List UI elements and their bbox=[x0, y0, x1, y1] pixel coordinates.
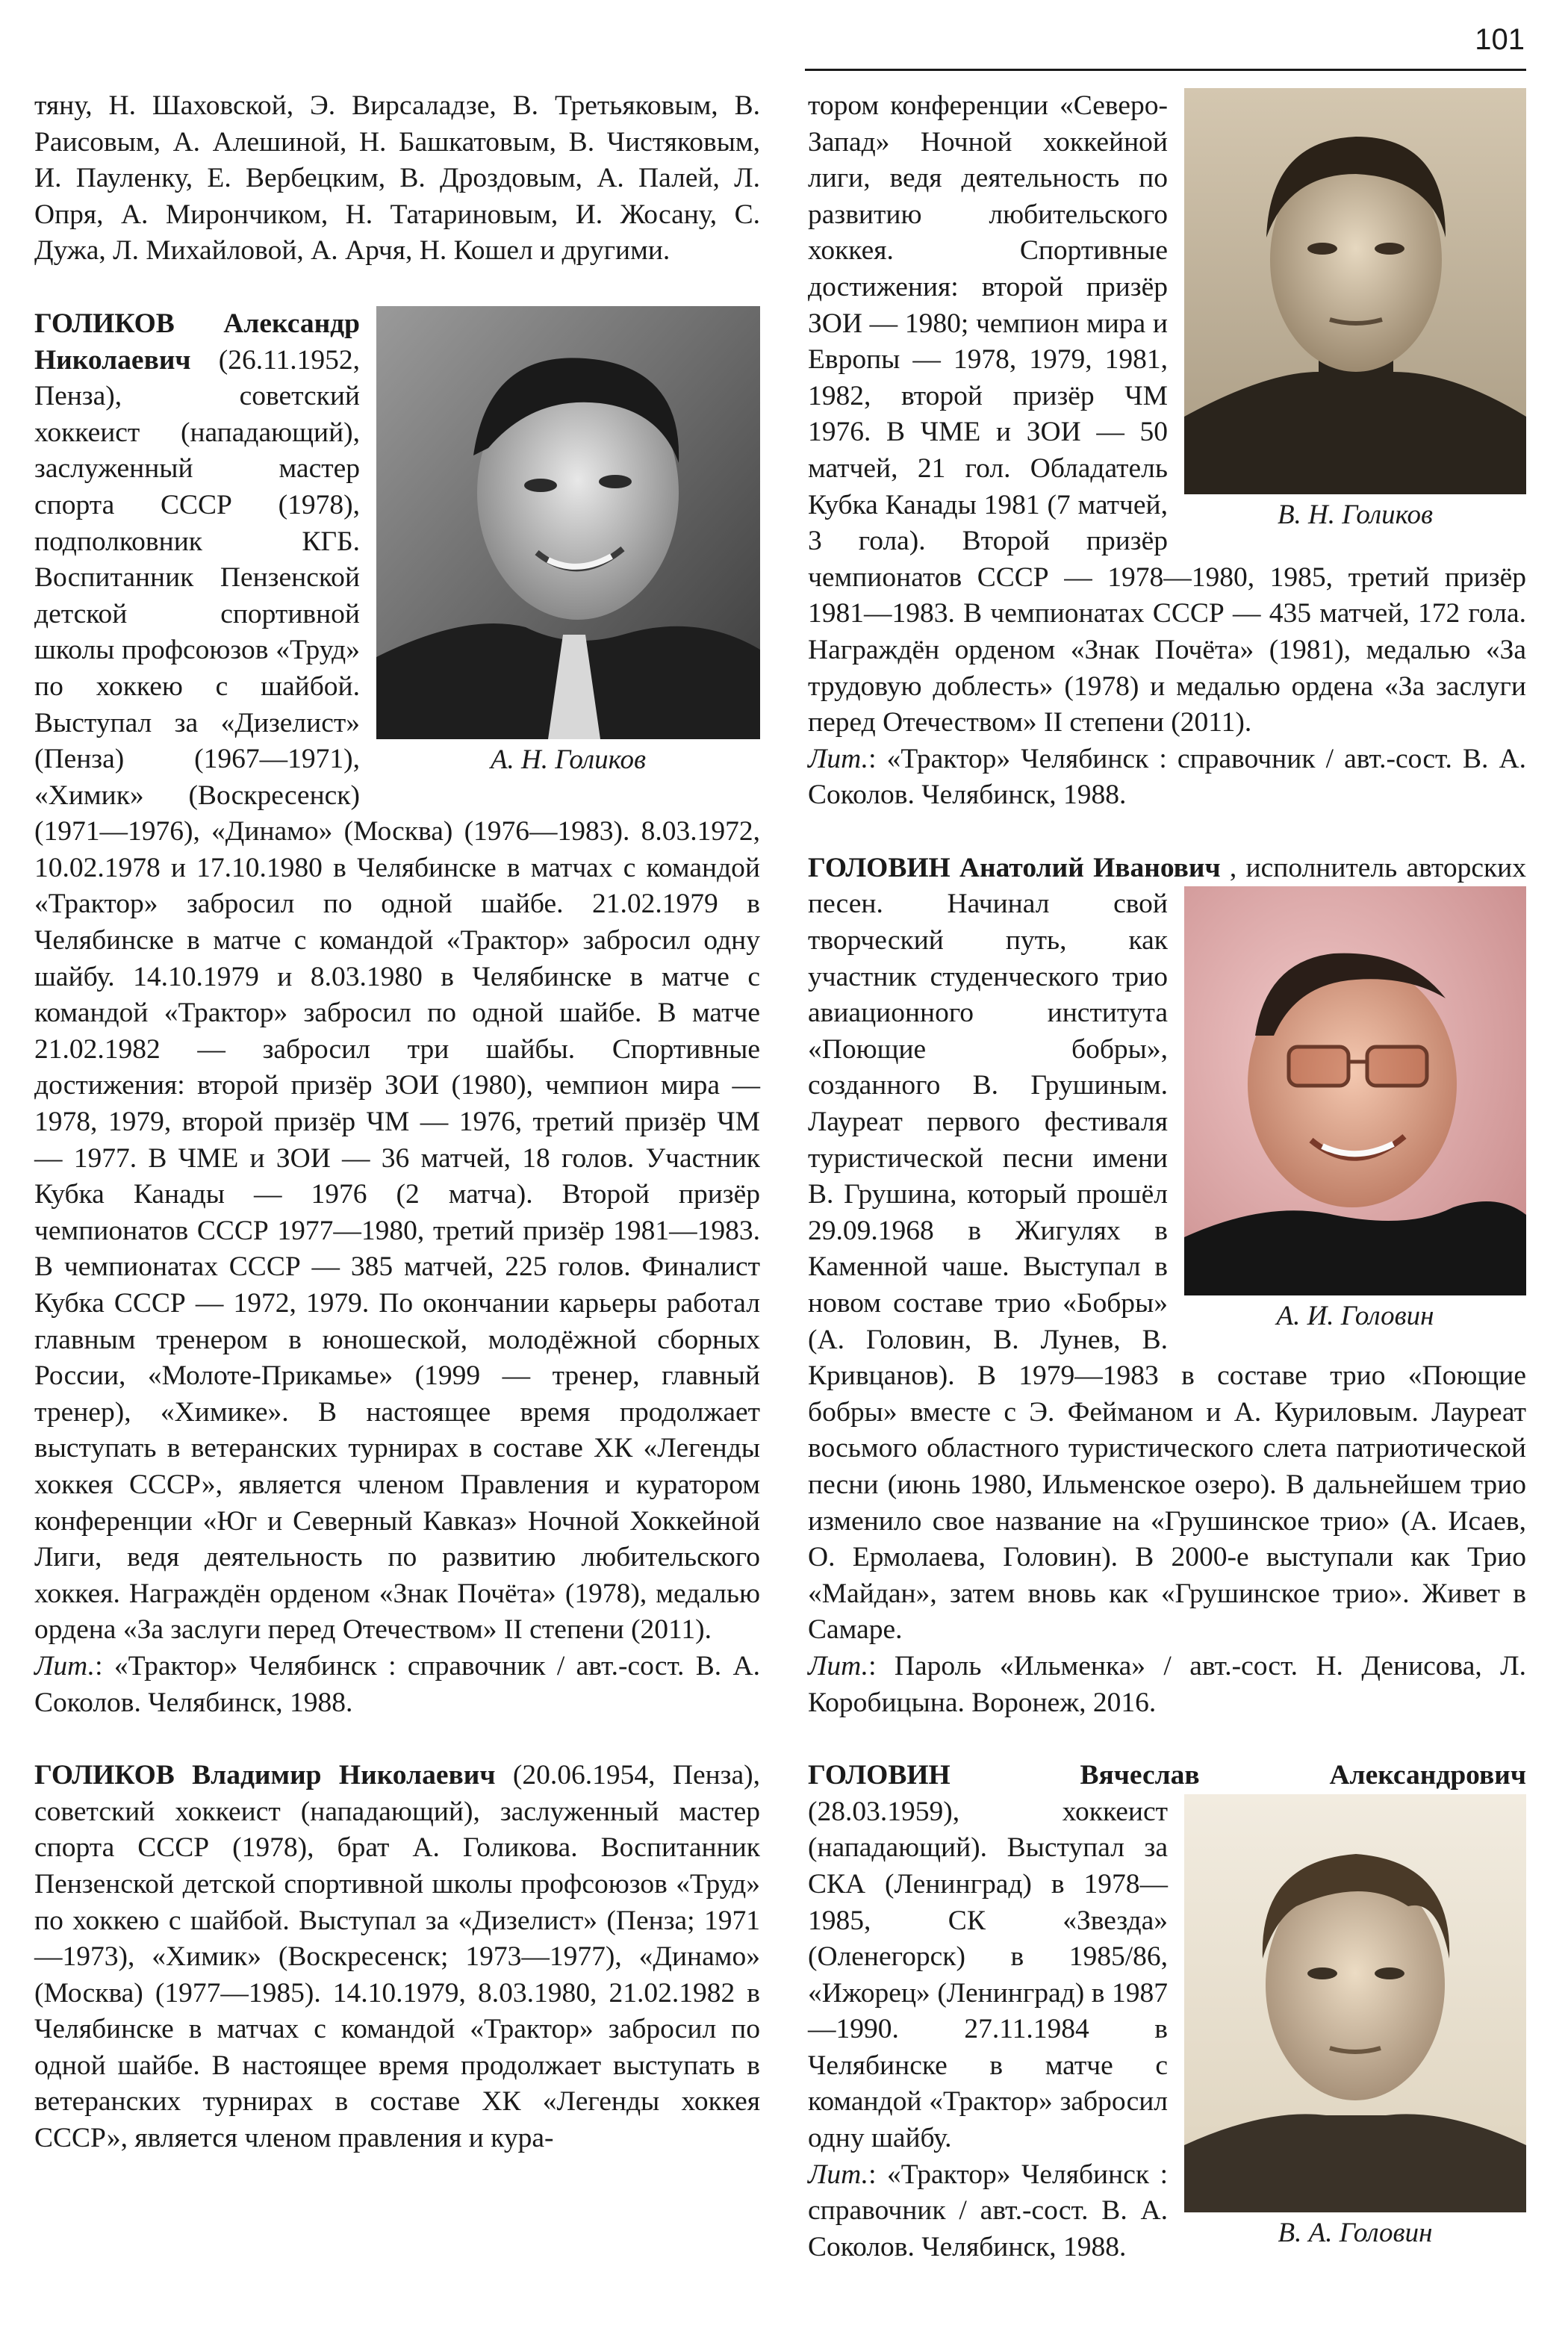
entry-golovin-a bbox=[808, 850, 1526, 1649]
entry-literature bbox=[808, 741, 1526, 814]
photo-caption: В. Н. Голиков bbox=[1277, 500, 1434, 530]
photo-golovin-v bbox=[1184, 1794, 1526, 2251]
literature-text: : «Трактор» Челябинск : справочник / авт.-сост. В. А. Соколов. Челябинск, 1988. bbox=[808, 2159, 1168, 2262]
entry-gap bbox=[34, 270, 760, 306]
portrait-photo-icon bbox=[1184, 1794, 1526, 2212]
portrait-photo-icon bbox=[376, 306, 760, 739]
entry-body: тором конференции «Северо-Запад» Ночной хоккейной лиги, ведя деятельность по развитию любительского хоккея. Спортивные достижения: второй призёр ЗОИ — 1980; чемпион мира и Европы — 1978, 1979, 1981, 1982, второй призёр ЧМ 1976. В ЧМЕ и ЗОИ — 50 матчей, 21 гол. Обладатель Кубка Канады 1981 (7 матчей, 3 гола). Второй призёр чемпионатов СССР — 1978—1980, 1985, третий призёр 1981—1983. В чемпионатах СССР — 435 матчей, 172 гола. Награждён орденом «Знак Почёта» (1981), медалью «За трудовую доблесть» (1978) и медалью ордена «За заслуги перед Отечеством» II степени (2011). bbox=[808, 90, 1526, 738]
entry-body: (26.11.1952, Пенза), советский хоккеист (нападающий), заслуженный мастер спорта СССР (1978), подполковник КГБ. Воспитанник Пензенской детской спортивной школы профсоюзов «Труд» по хоккею с шайбой. Выступал за «Дизелист» (Пенза) (1967—1971), «Химик» (Воскресенск) (1971—1976), «Динамо» (Москва) (1976—1983). 8.03.1972, 10.02.1978 и 17.10.1980 в Челябинске в матчах с командой «Трактор» забросил по одной шайбе. 21.02.1979 в Челябинске в матче с командой «Трактор» забросил одну шайбу. 14.10.1979 и 8.03.1980 в Челябинске в матче с командой «Трактор» забросил по одной шайбе. В матче 21.02.1982 — забросил три шайбы. Спортивные достижения: второй призёр ЗОИ (1980), чемпион мира — 1978, 1979, второй призёр ЧМ — 1976, третий призёр ЧМ — 1977. В ЧМЕ и ЗОИ — 36 матчей, 18 голов. Участник Кубка Канады — 1976 (2 матча). Второй призёр чемпионатов СССР 1977—1980, третий призёр 1981—1983. В чемпионатах СССР — 385 матчей, 225 голов. Финалист Кубка СССР — 1972, 1979. По окончании карьеры работал главным тренером в юношеской, молодёжной сборных России, «Молоте-Прикамье» (1999 — тренер, главный тренер), «Химике». В настоящее время продолжает выступать в ветеранских турнирах в составе ХК «Легенды хоккея СССР», является членом Правления и куратором конференции «Юг и Северный Кавказ» Ночной Хоккейной Лиги, ведя деятельность по развитию любительского хоккея. Награждён орденом «Знак Почёта» (1978), медалью ордена «За заслуги перед Отечеством» II степени (2011). bbox=[34, 344, 760, 1646]
left-column bbox=[34, 88, 760, 2157]
literature-text: : «Трактор» Челябинск : справочник / авт.-сост. В. А. Соколов. Челябинск, 1988. bbox=[34, 1650, 760, 1718]
entry-golikov-v-continued bbox=[808, 88, 1526, 741]
entry-body: (20.06.1954, Пенза), советский хоккеист (нападающий), заслуженный мастер спорта СССР (1978), брат А. Голикова. Воспитанник Пензенской детской спортивной школы профсоюзов «Труд» по хоккею с шайбой. Выступал за «Дизелист» (Пенза; 1971—1973), «Химик» (Воскресенск; 1973—1977), «Динамо» (Москва) (1977—1985). 14.10.1979, 8.03.1980, 21.02.1982 в Челябинске в матчах с командой «Трактор» забросил по одной шайбе. В настоящее время продолжает выступать в ветеранских турнирах в составе ХК «Легенды хоккея СССР», является членом правления и кура- bbox=[34, 1760, 760, 2154]
intro-paragraph: тяну, Н. Шаховской, Э. Вирсаладзе, В. Третьяковым, В. Раисовым, А. Алешиной, Н. Башкатовым, В. Чистяковым, И. Пауленку, Е. Вербецким, В. Дроздовым, А. Палей, Л. Опря, А. Мирончиком, Н. Татариновым, И. Жосану, С. Дужа, Л. Михайловой, А. Арчя, Н. Кошел и другими. bbox=[34, 90, 760, 267]
photo-golikov-v bbox=[1184, 88, 1526, 533]
photo-caption: А. И. Головин bbox=[1276, 1301, 1434, 1332]
entry-golikov-v bbox=[34, 1758, 760, 2157]
portrait-photo-icon bbox=[1184, 886, 1526, 1295]
entry-gap bbox=[34, 1721, 760, 1758]
portrait-photo-icon bbox=[1184, 88, 1526, 494]
literature-label: Лит. bbox=[808, 2159, 869, 2190]
literature-label: Лит. bbox=[34, 1650, 96, 1681]
entry-gap bbox=[808, 814, 1526, 850]
page-number: 101 bbox=[1475, 23, 1525, 56]
entry-headword: ГОЛОВИН Вячеслав Александрович bbox=[808, 1760, 1526, 1791]
right-column bbox=[808, 88, 1526, 2265]
photo-caption: В. А. Головин bbox=[1278, 2217, 1433, 2248]
photo-golovin-a bbox=[1184, 886, 1526, 1334]
entry-literature bbox=[808, 1649, 1526, 1721]
literature-label: Лит. bbox=[808, 743, 869, 774]
literature-text: : «Трактор» Челябинск : справочник / авт.-сост. В. А. Соколов. Челябинск, 1988. bbox=[808, 743, 1526, 811]
entry-body: , исполнитель авторских песен. Начинал свой творческий путь, как участник студенческого трио авиационного института «Поющие бобры», созданного В. Грушиным. Лауреат первого фестиваля туристической песни имени В. Грушина, который прошёл 29.09.1968 в Жигулях в Каменной чаше. Выступал в новом составе трио «Бобры» (А. Головин, В. Лунев, В. Кривцанов). В 1979—1983 в составе трио «Поющие бобры» вместе с Э. Фейманом и А. Куриловым. Лауреат восьмого областного туристического слета патриотической песни (июнь 1980, Ильменское озеро). В дальнейшем трио изменило свое название на «Грушинское трио» (А. Исаев, О. Ермолаева, Головин). В 2000-е выступали как Трио «Майдан», затем вновь как «Грушинское трио». Живет в Самаре. bbox=[808, 852, 1527, 1646]
literature-label: Лит. bbox=[808, 1650, 869, 1681]
literature-text: : Пароль «Ильменка» / авт.-сост. Н. Денисова, Л. Коробицына. Воронеж, 2016. bbox=[808, 1650, 1526, 1718]
entry-headword: ГОЛИКОВ Александр Николаевич bbox=[34, 308, 360, 376]
entry-golovin-v bbox=[808, 1758, 1526, 2265]
entry-literature bbox=[34, 1649, 760, 1721]
entry-gap bbox=[808, 1721, 1526, 1758]
entry-golikov-a bbox=[34, 306, 760, 1649]
photo-golikov-a bbox=[376, 306, 760, 778]
photo-caption: А. Н. Голиков bbox=[490, 744, 647, 775]
header-rule bbox=[805, 69, 1526, 71]
entry-headword: ГОЛОВИН Анатолий Иванович bbox=[808, 852, 1221, 883]
entry-body: (28.03.1959), хоккеист (нападающий). Выступал за СКА (Ленинград) в 1978—1985, СК «Звезда» (Оленегорск) в 1985/86, «Ижорец» (Ленинград) в 1987—1990. 27.11.1984 в Челябинске в матче с командой «Трактор» забросил одну шайбу. bbox=[808, 1796, 1168, 2154]
entry-headword: ГОЛИКОВ Владимир Николаевич bbox=[34, 1760, 496, 1791]
